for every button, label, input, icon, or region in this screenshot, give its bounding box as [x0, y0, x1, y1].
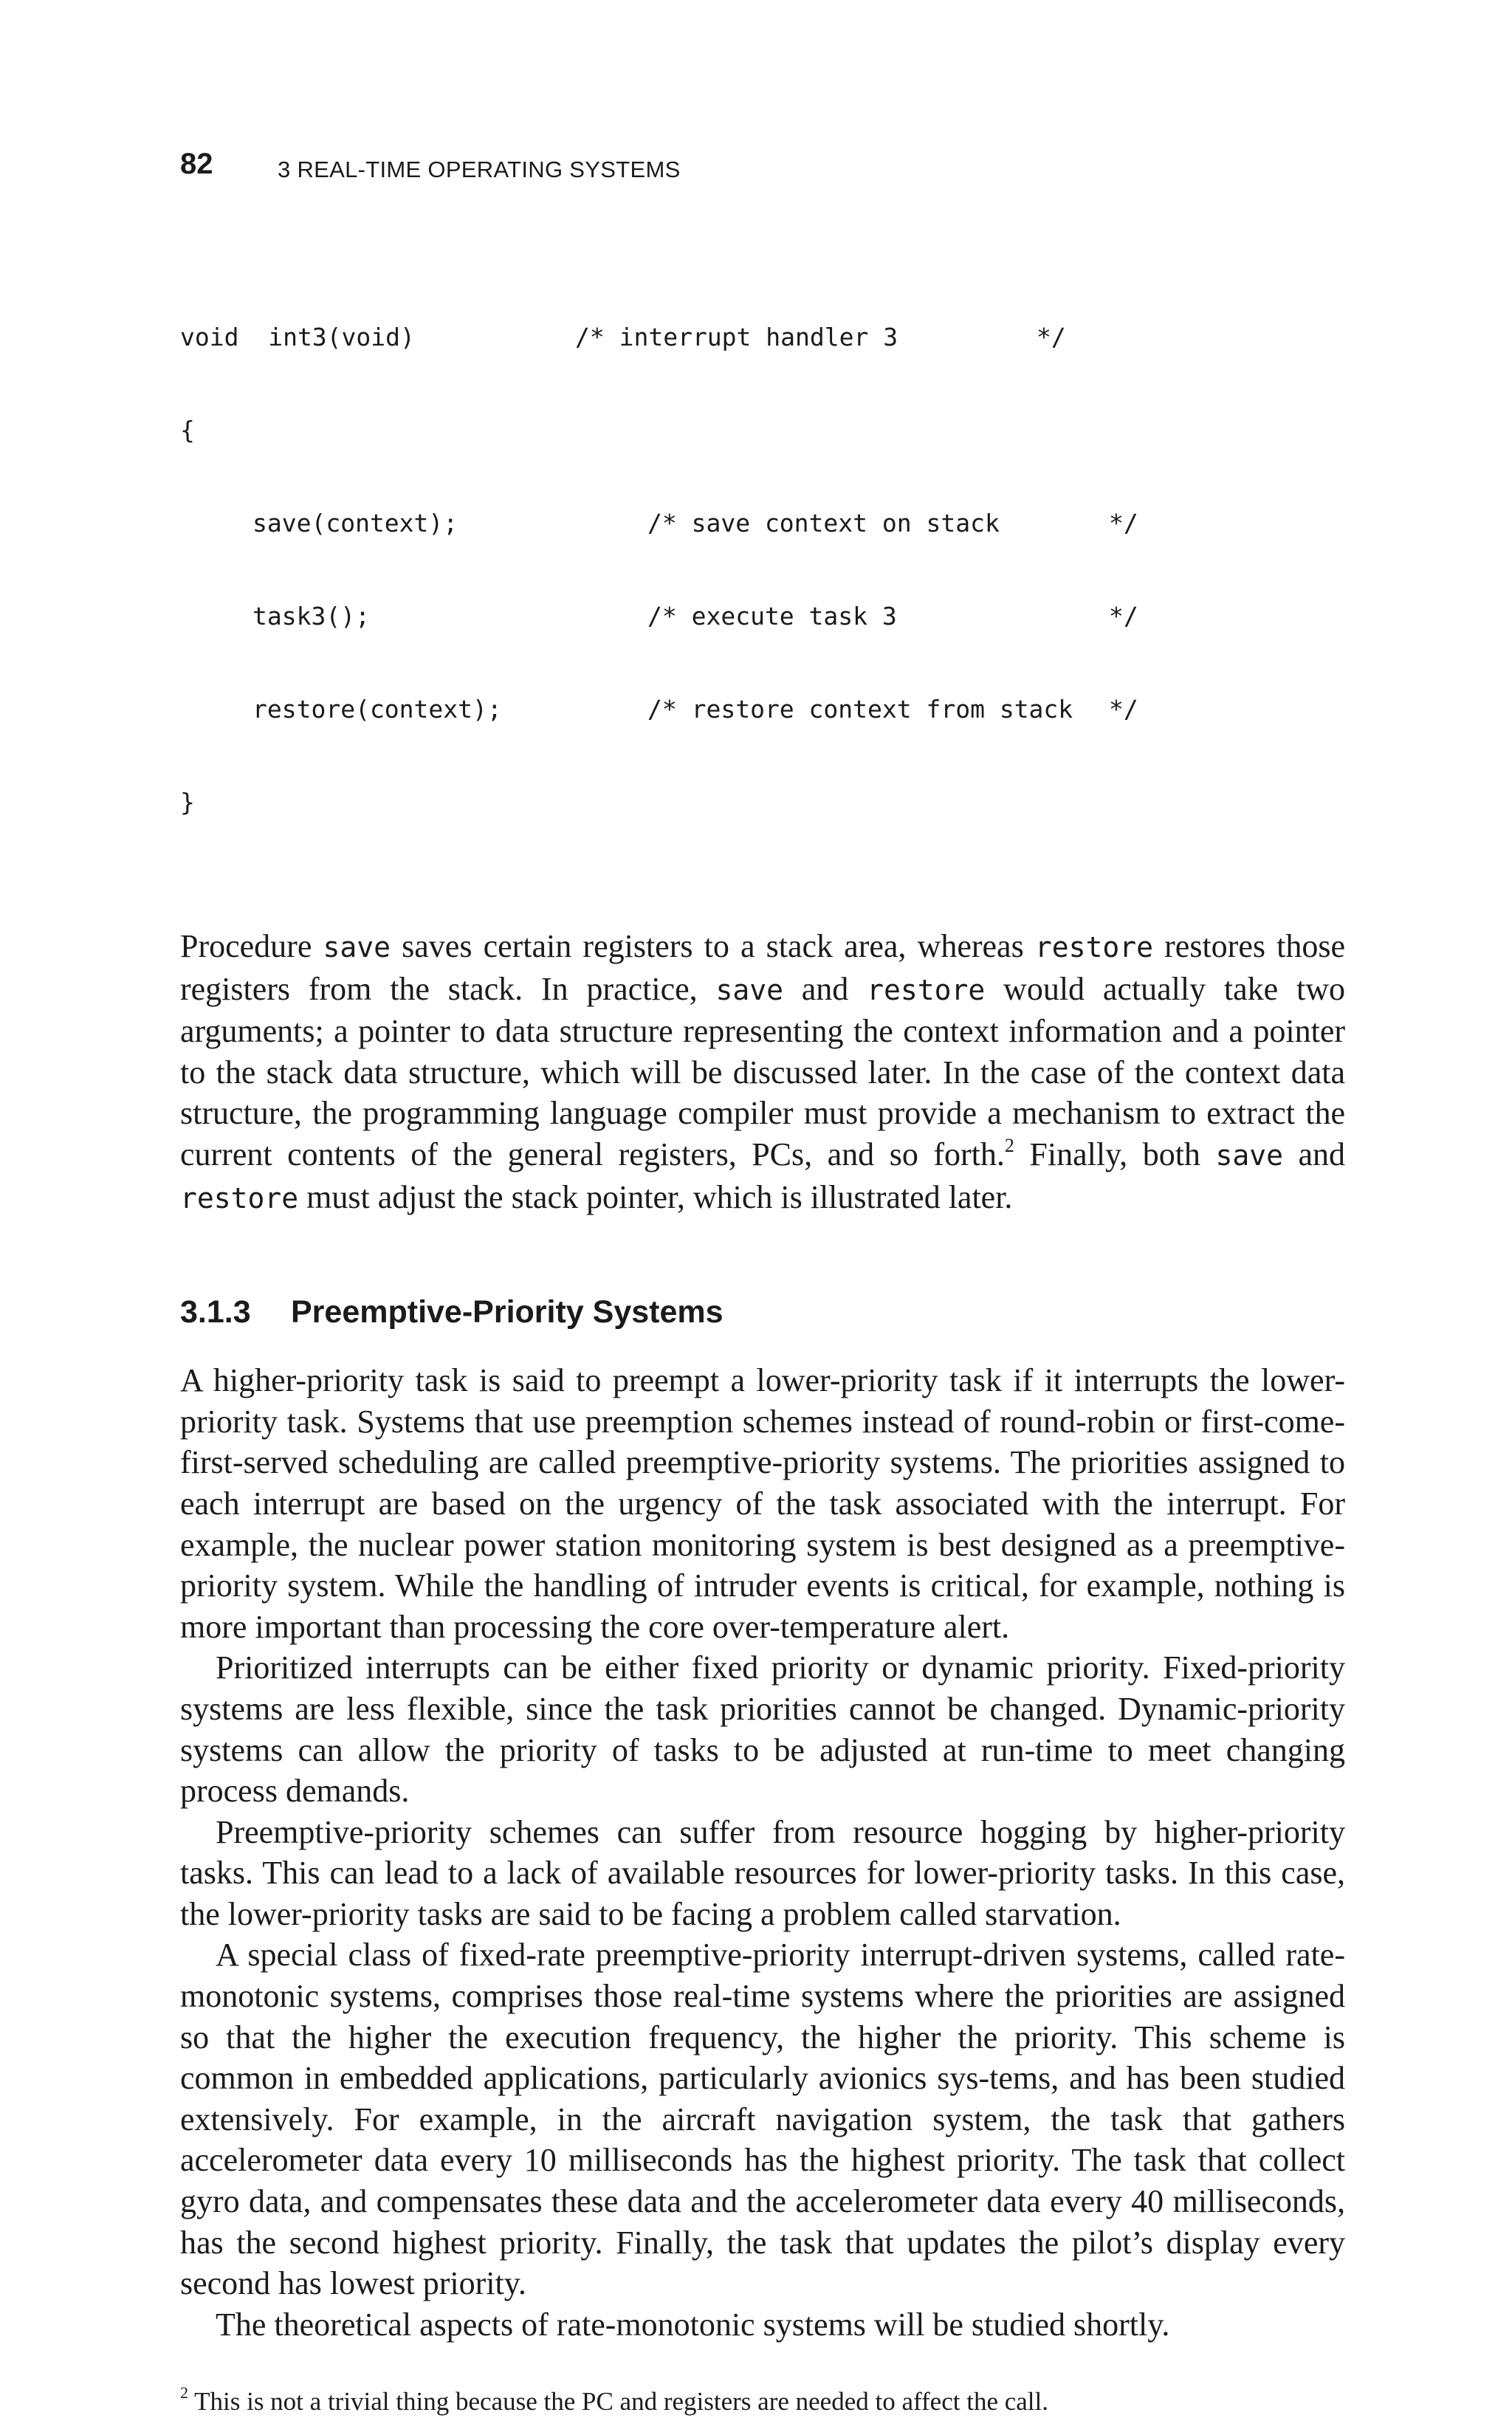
code-line [180, 694, 1345, 725]
text: must adjust the stack pointer, which is illustrated later. [298, 1178, 1013, 1215]
code-listing [180, 260, 1345, 880]
inline-code: save [1215, 1138, 1283, 1172]
text: Finally, both [1014, 1136, 1216, 1172]
footnote-reference: 2 [1004, 1135, 1014, 1157]
footnote-text: This is not a trivial thing because the PC and registers are needed to affect the call. [188, 2387, 1048, 2417]
text: and [1282, 1136, 1345, 1172]
text: Procedure [180, 928, 323, 964]
inline-code: save [323, 931, 391, 964]
code-comment-end: */ [1109, 695, 1138, 724]
code-comment: /* interrupt handler 3 [575, 323, 898, 351]
code-line [180, 787, 1345, 818]
code-line [180, 322, 1345, 353]
section-title: Preemptive-Priority Systems [291, 1294, 724, 1330]
text: and [783, 970, 867, 1007]
body-paragraph: A special class of fixed-rate preemptive-priority interrupt-driven systems, called rate-monotonic systems, comprises those real-time systems where the priorities are assigned so that the higher the execution frequency, the higher the priority. This scheme is common in embedded applications, particularly avionics sys-tems, and has been studied extensively. For example, in the aircraft navigation system, the task that gathers accelerometer data every 10 milliseconds has the highest priority. The task that collect gyro data, and compensates these data and the accelerometer data every 40 milliseconds, has the second highest priority. Finally, the task that updates the pilot’s display every second has lowest priority. [180, 1937, 1345, 2302]
code-statement: void int3(void) [180, 323, 415, 351]
inline-code: restore [180, 1181, 299, 1215]
text: restores those registers from the stack. In practice, [180, 928, 1345, 1007]
body-paragraph: Prioritized interrupts can be either fixed priority or dynamic priority. Fixed-priority systems are less flexible, since the task priorities cannot be changed. Dynamic-priority systems can allow the priority of tasks to be adjusted at run-time to meet changing process demands. [180, 1649, 1345, 1810]
code-statement: { [180, 416, 195, 444]
code-comment: /* save context on stack [647, 509, 1000, 537]
text: saves certain registers to a stack area, whereas [391, 928, 1035, 964]
inline-code: save [715, 973, 783, 1006]
code-comment-end: */ [1037, 323, 1066, 351]
body-paragraph: A higher-priority task is said to preempt a lower-priority task if it interrupts the lower-priority task. Systems that use preemption schemes instead of round-robin or first-come-first-served scheduling are called preemptive-priority systems. The priorities assigned to each interrupt are based on the urgency of the task associated with the interrupt. For example, the nuclear power station monitoring system is best designed as a preemptive-priority system. While the handling of intruder events is critical, for example, nothing is more important than processing the core over-temperature alert. [180, 1362, 1345, 1645]
code-statement: task3(); [252, 602, 370, 631]
code-comment-end: */ [1109, 509, 1138, 537]
chapter-title: 3 REAL-TIME OPERATING SYSTEMS [278, 157, 681, 182]
body-paragraph [180, 926, 1345, 1219]
text: would actually take two arguments; a pointer to data structure representing the context information and a pointer to the stack data structure, which will be discussed later. In the case of the context data structure, the programming language compiler must provide a mechanism to extract the current contents of the general registers, PCs, and so forth. [180, 970, 1346, 1172]
code-line [180, 601, 1345, 632]
page-number: 82 [180, 148, 213, 180]
code-statement: } [180, 788, 195, 817]
footnote-mark: 2 [180, 2383, 188, 2402]
inline-code: restore [867, 973, 986, 1006]
footnote [180, 2383, 1345, 2418]
code-statement: restore(context); [252, 695, 502, 724]
section-heading [180, 1294, 1345, 1330]
code-comment: /* execute task 3 [647, 602, 897, 631]
body-paragraph: The theoretical aspects of rate-monotonic systems will be studied shortly. [216, 2306, 1170, 2343]
code-comment: /* restore context from stack [647, 695, 1073, 724]
inline-code: restore [1034, 931, 1153, 964]
body-paragraph: Preemptive-priority schemes can suffer from resource hogging by higher-priority tasks. This can lead to a lack of available resources for lower-priority tasks. In this case, the lower-priority tasks are said to be facing a problem called starvation. [180, 1813, 1345, 1932]
code-statement: save(context); [252, 509, 458, 537]
section-number: 3.1.3 [180, 1294, 251, 1330]
code-comment-end: */ [1109, 602, 1138, 631]
running-head [180, 148, 1345, 192]
book-page [180, 148, 1345, 2418]
code-line [180, 415, 1345, 446]
code-line [180, 508, 1345, 539]
